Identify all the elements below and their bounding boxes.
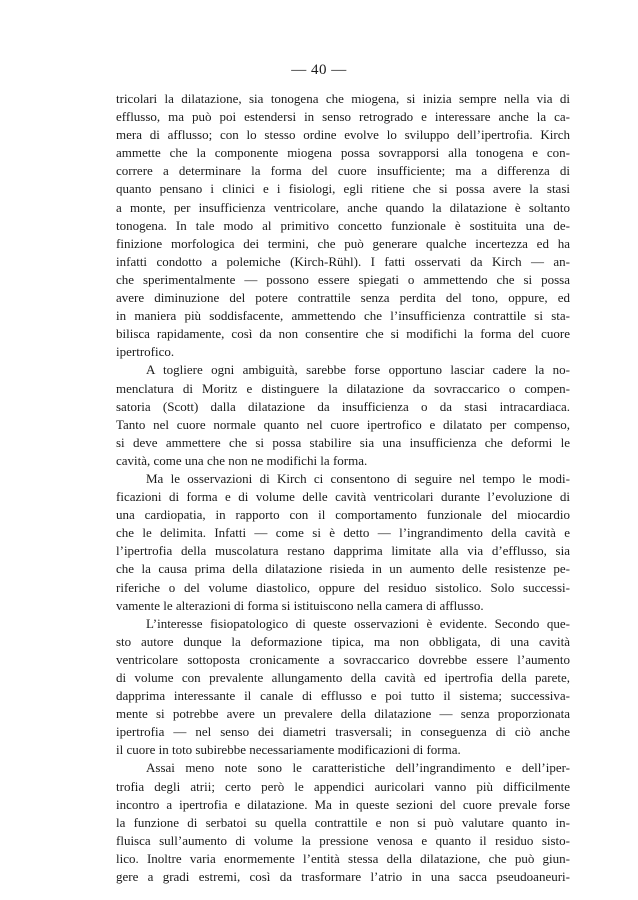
text-line: tricolari la dilatazione, sia tonogena che miogena, si inizia sempre nella via di bbox=[116, 91, 570, 106]
text-line: correre a determinare la forma del cuore insufficiente; ma a differenza di bbox=[116, 163, 570, 179]
text-line: avere diminuzione del potere contrattile senza perdita del tono, oppure, ed bbox=[116, 290, 570, 306]
text-line: la funzione di serbatoi su quella contrattile e non si può valutare quanto in- bbox=[116, 814, 570, 830]
text-line: una cardiopatia, in rapporto con il comportamento funzionale del miocardio bbox=[116, 507, 570, 523]
text-line: ipertrofico. bbox=[116, 344, 175, 360]
text-line: efflusso, ma può poi estendersi in senso retrogrado e interessare anche la ca- bbox=[116, 109, 570, 125]
text-line: ficazioni di forma e di volume delle cavità ventricolari durante l’evoluzione di bbox=[116, 489, 570, 505]
text-line: vamente le alterazioni di forma si istituiscono nella camera di afflusso. bbox=[116, 597, 484, 613]
text-line: riferiche o del volume diastolico, oppure del residuo sistolico. Solo successi- bbox=[116, 579, 570, 595]
text-line: dapprima interessante il canale di efflusso e poi tutto il sistema; successiva- bbox=[116, 688, 570, 704]
text-line: mente si potrebbe avere un prevalere della dilatazione — senza proporzionata bbox=[116, 706, 570, 722]
text-line: mera di afflusso; con lo stesso ordine evolve lo sviluppo dell’ipertrofia. Kirch bbox=[116, 127, 570, 143]
text-line: fluisca sull’aumento di volume la pressione venosa e quanto il residuo sisto- bbox=[116, 832, 570, 848]
text-line: cavità, come una che non ne modifichi la forma. bbox=[116, 452, 368, 468]
text-line: di volume con prevalente allungamento della cavità ed ipertrofia della parete, bbox=[116, 670, 570, 685]
text-line: menclatura di Moritz e distinguere la dilatazione da sovraccarico o compen- bbox=[116, 380, 570, 396]
text-line: A togliere ogni ambiguità, sarebbe forse opportuno lasciar cadere la no- bbox=[146, 362, 570, 378]
text-line: in maniera più soddisfacente, ammettendo che l’insufficienza contrattile si sta- bbox=[116, 308, 570, 324]
text-line: quanto pensano i clinici e i fisiologi, egli ritiene che si possa avere la stasi bbox=[116, 181, 570, 197]
text-line: infatti condotto a polemiche (Kirch-Rühl). I fatti osservati da Kirch — an- bbox=[116, 253, 570, 269]
text-line: L’interesse fisiopatologico di queste osservazioni è evidente. Secondo que- bbox=[146, 615, 570, 631]
text-line: sto autore dunque la deformazione tipica, ma non obbligata, di una cavità bbox=[116, 633, 570, 649]
text-line: satoria (Scott) dalla dilatazione da insufficienza o da stasi intracardiaca. bbox=[116, 398, 570, 414]
text-line: finizione morfologica dei termini, che può generare qualche incertezza ed ha bbox=[116, 235, 570, 251]
text-line: Ma le osservazioni di Kirch ci consentono di seguire nel tempo le modi- bbox=[146, 470, 570, 486]
page-number: — 40 — bbox=[291, 62, 347, 78]
text-line: che le delimita. Infatti — come si è detto — l’ingrandimento della cavità e bbox=[116, 525, 570, 541]
text-line: bilisca rapidamente, così da non consentire che si modifichi la forma del cuore bbox=[116, 326, 570, 342]
body-text bbox=[116, 90, 570, 886]
text-line: che la causa prima della dilatazione risieda in un aumento delle resistenze pe- bbox=[116, 561, 570, 577]
text-line: ventricolare sottoposta cronicamente a sovraccarico dovrebbe essere l’aumento bbox=[116, 651, 570, 667]
text-line: ammette che la componente miogena possa sovrapporsi alla tonogena e con- bbox=[116, 145, 570, 161]
text-line: ipertrofia — nel senso dei diametri trasversali; in conseguenza di ciò anche bbox=[116, 724, 570, 740]
text-line: l’ipertrofia della muscolatura restano dapprima limitate alla via d’efflusso, sia bbox=[116, 543, 570, 559]
text-line: incontro a ipertrofia e dilatazione. Ma in queste sezioni del cuore prevale forse bbox=[116, 796, 570, 812]
text-line: a monte, per insufficienza ventricolare, anche quando la dilatazione è soltanto bbox=[116, 199, 570, 215]
text-line: si deve ammettere che si possa stabilire sia una insufficienza che deformi le bbox=[116, 434, 570, 450]
text-line: Assai meno note sono le caratteristiche dell’ingrandimento e dell’iper- bbox=[146, 760, 570, 776]
text-line: il cuore in toto subirebbe necessariamente modificazioni di forma. bbox=[116, 742, 461, 758]
text-line: Tanto nel cuore normale quanto nel cuore ipertrofico e dilatato per compenso, bbox=[116, 416, 570, 432]
text-line: che sperimentalmente — possono essere spiegati o ammettendo che si possa bbox=[116, 271, 570, 287]
text-line: trofia degli atrii; certo però le appendici auricolari vanno più difficilmente bbox=[116, 778, 570, 794]
text-line: lico. Inoltre varia enormemente l’entità stessa della dilatazione, che può giun- bbox=[116, 850, 570, 866]
text-line: gere a gradi estremi, così da trasformare l’atrio in una sacca pseudoaneuri- bbox=[116, 869, 570, 885]
text-line: tonogena. In tale modo al primitivo concetto funzionale è sostituita una de- bbox=[116, 217, 570, 233]
